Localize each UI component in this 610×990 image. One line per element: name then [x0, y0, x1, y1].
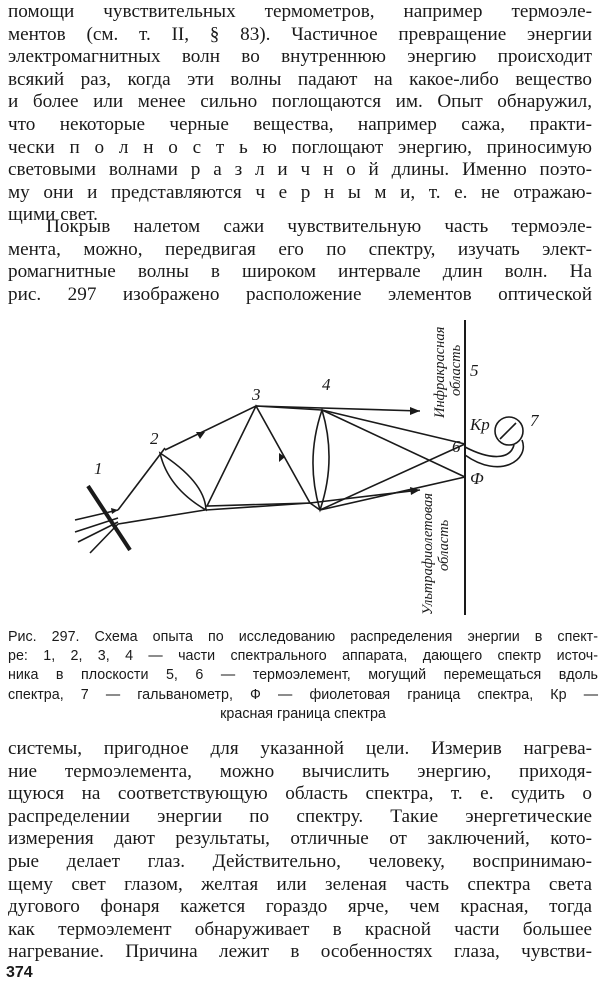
text-line: ние термоэлемента, можно вычислить энергию, приходя- — [8, 760, 592, 782]
label-spectrum-plane: 5 — [470, 361, 479, 380]
text-line: Покрыв налетом сажи чувствительную часть термоэле- — [46, 216, 592, 237]
text-line: щуюся на соответствующую область спектра, т. е. судить о — [8, 783, 592, 805]
caption-line: ника в плоскости 5, 6 — термоэлемент, могущий перемещаться вдоль — [8, 667, 598, 684]
text-line: измерения дают результаты, отличные от заключений, кото- — [8, 828, 592, 850]
text-line: как термоэлемент обнаруживает в красной части большее — [8, 918, 592, 940]
text-line: и более или менее сильно поглощаются им. Опыт обнаружил, — [8, 91, 592, 113]
arrowhead — [196, 432, 205, 439]
arrowhead — [410, 407, 420, 415]
label-thermo: 6 — [452, 437, 461, 456]
ray — [256, 406, 420, 411]
ultraviolet-region-label: Ультрафиолетовая область — [420, 492, 452, 615]
caption-line: спектра, 7 — гальванометр, Ф — фиолетовая граница спектра, Кр — — [8, 686, 598, 703]
text-line: что некоторые черные вещества, например сажа, практи- — [8, 113, 592, 135]
text-line: рис. 297 изображено расположение элементов оптической — [8, 283, 592, 305]
label-lens: 2 — [150, 429, 159, 448]
text-line: щими свет. — [8, 204, 98, 226]
ray — [118, 448, 165, 510]
text-line: ромагнитные волны в широком интервале длин волн. На — [8, 261, 592, 283]
label-red-edge: Кр — [470, 415, 490, 434]
figure-297 — [0, 310, 610, 625]
slit-line — [88, 486, 130, 550]
text-line: му они и представляются ч е р н ы м и, т. е. не отражаю- — [8, 181, 592, 203]
text-line: щему свет глазом, желтая или зеленая часть спектра света — [8, 873, 592, 895]
figure-caption — [8, 628, 598, 724]
text-line: помощи чувствительных термометров, например термоэле- — [8, 1, 592, 22]
label-lens2: 4 — [322, 375, 331, 394]
label-prism: 3 — [252, 385, 261, 404]
paragraph-3 — [8, 738, 592, 964]
optical-diagram — [0, 310, 610, 625]
label-violet-edge: Ф — [470, 469, 484, 488]
lens-4 — [313, 410, 329, 510]
arrowhead — [279, 453, 285, 462]
text-line: чески п о л н о с т ь ю поглощают энергию, приносимую — [8, 136, 592, 158]
prism-3 — [207, 406, 310, 506]
label-slit: 1 — [94, 459, 103, 478]
paragraph-2 — [8, 216, 592, 306]
galvanometer-needle — [500, 423, 516, 439]
text-line: нагревание. Причина лежит в особенностях глаза, чувстви- — [8, 941, 592, 963]
text-line: рые делает глаз. Действительно, человеку, воспринимаю- — [8, 850, 592, 872]
paragraph-1 — [8, 1, 592, 227]
caption-line: красная граница спектра — [220, 705, 386, 722]
text-line: всякий раз, когда эти волны падают на какое-либо вещество — [8, 68, 592, 90]
text-line: ментов (см. т. II, § 83). Частичное превращение энергии — [8, 23, 592, 45]
text-line: световыми волнами р а з л и ч н о й длины. Именно поэто- — [8, 159, 592, 181]
text-line: распределении энергии по спектру. Такие энергетические — [8, 805, 592, 827]
caption-line: Рис. 297. Схема опыта по исследованию распределения энергии в спект- — [8, 629, 598, 645]
ray — [165, 406, 256, 450]
ray — [118, 510, 205, 524]
text-line: мента, можно, передвигая его по спектру, изучать элект- — [8, 238, 592, 260]
label-galvanometer: 7 — [530, 411, 539, 430]
text-line: дугового фонаря кажется гораздо ярче, чем красная, тогда — [8, 896, 592, 918]
ray — [310, 490, 420, 503]
infrared-region-label: Инфракрасная область — [432, 326, 464, 418]
lens-2 — [160, 453, 206, 510]
text-line: системы, пригодное для указанной цели. Измерив нагрева- — [8, 738, 592, 759]
caption-line: ре: 1, 2, 3, 4 — части спектрального аппарата, дающего спектр источ- — [8, 648, 598, 665]
ray — [322, 410, 465, 477]
galvanometer-wire — [465, 445, 514, 457]
page-number: 374 — [6, 964, 33, 981]
text-line: электромагнитных волн во внутреннюю энергию происходит — [8, 46, 592, 68]
